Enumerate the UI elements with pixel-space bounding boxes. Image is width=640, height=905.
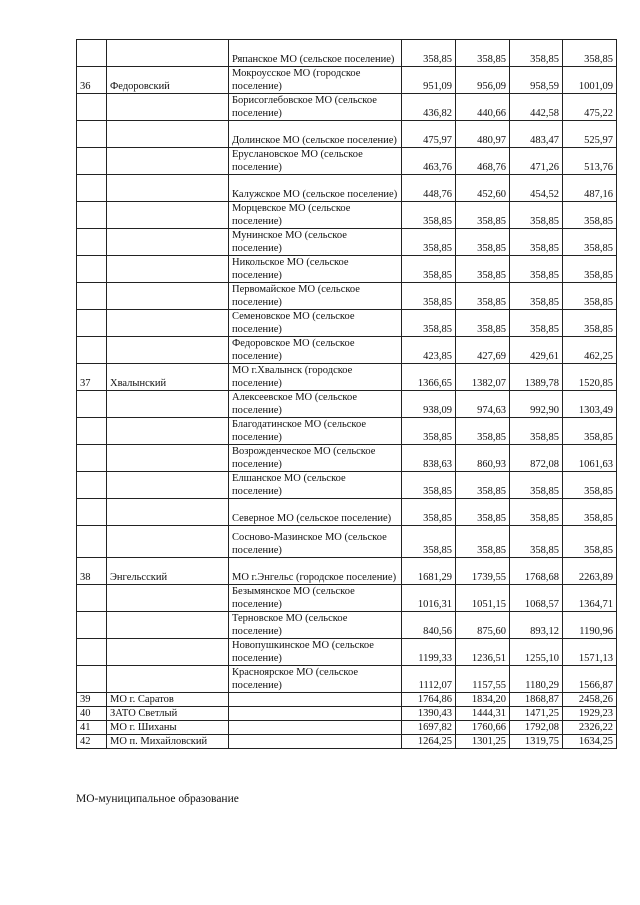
value-cell: 1051,15 xyxy=(456,585,510,612)
table-row xyxy=(77,94,617,121)
value-cell: 1566,87 xyxy=(563,666,617,693)
row-number xyxy=(77,666,107,693)
value-cell: 358,85 xyxy=(402,256,456,283)
value-cell: 358,85 xyxy=(456,472,510,499)
value-cell: 358,85 xyxy=(510,310,563,337)
value-cell: 471,26 xyxy=(510,148,563,175)
value-cell: 958,59 xyxy=(510,67,563,94)
row-number xyxy=(77,391,107,418)
table-row xyxy=(77,666,617,693)
value-cell: 358,85 xyxy=(456,229,510,256)
value-cell: 358,85 xyxy=(456,40,510,67)
value-cell: 463,76 xyxy=(402,148,456,175)
row-number xyxy=(77,229,107,256)
row-number: 41 xyxy=(77,721,107,735)
district-name xyxy=(107,94,229,121)
value-cell: 475,22 xyxy=(563,94,617,121)
row-number xyxy=(77,283,107,310)
value-cell: 358,85 xyxy=(510,229,563,256)
settlement-name: Еруслановское МО (сельское поселение) xyxy=(229,148,402,175)
value-cell: 1760,66 xyxy=(456,721,510,735)
table-row xyxy=(77,202,617,229)
settlement-name: Алексеевское МО (сельское поселение) xyxy=(229,391,402,418)
table-row xyxy=(77,121,617,148)
settlement-name: Новопушкинское МО (сельское поселение) xyxy=(229,639,402,666)
row-number xyxy=(77,40,107,67)
settlement-name: Терновское МО (сельское поселение) xyxy=(229,612,402,639)
value-cell: 429,61 xyxy=(510,337,563,364)
row-number xyxy=(77,256,107,283)
row-number xyxy=(77,94,107,121)
value-cell: 358,85 xyxy=(402,229,456,256)
settlement-name: Мунинское МО (сельское поселение) xyxy=(229,229,402,256)
district-name xyxy=(107,337,229,364)
district-name xyxy=(107,445,229,472)
table-row xyxy=(77,418,617,445)
value-cell: 358,85 xyxy=(456,526,510,558)
value-cell: 358,85 xyxy=(510,40,563,67)
table-row xyxy=(77,148,617,175)
value-cell: 358,85 xyxy=(563,256,617,283)
value-cell: 2326,22 xyxy=(563,721,617,735)
value-cell: 436,82 xyxy=(402,94,456,121)
district-name xyxy=(107,175,229,202)
district-name: МО п. Михайловский xyxy=(107,735,229,749)
value-cell: 475,97 xyxy=(402,121,456,148)
value-cell: 358,85 xyxy=(510,418,563,445)
district-name xyxy=(107,639,229,666)
value-cell: 358,85 xyxy=(402,310,456,337)
district-name xyxy=(107,256,229,283)
settlement-name: Северное МО (сельское поселение) xyxy=(229,499,402,526)
document-page xyxy=(76,39,616,749)
value-cell: 358,85 xyxy=(456,256,510,283)
table-row xyxy=(77,585,617,612)
value-cell: 838,63 xyxy=(402,445,456,472)
district-name: МО г. Шиханы xyxy=(107,721,229,735)
value-cell: 454,52 xyxy=(510,175,563,202)
settlement-name: Мокроусское МО (городское поселение) xyxy=(229,67,402,94)
value-cell: 1364,71 xyxy=(563,585,617,612)
row-number xyxy=(77,337,107,364)
value-cell: 358,85 xyxy=(563,472,617,499)
table-row xyxy=(77,735,617,749)
row-number: 42 xyxy=(77,735,107,749)
value-cell: 358,85 xyxy=(563,418,617,445)
value-cell: 358,85 xyxy=(510,526,563,558)
value-cell: 1303,49 xyxy=(563,391,617,418)
value-cell: 2263,89 xyxy=(563,558,617,585)
table-body xyxy=(77,40,617,749)
value-cell: 358,85 xyxy=(563,202,617,229)
district-name xyxy=(107,121,229,148)
row-number xyxy=(77,202,107,229)
row-number: 40 xyxy=(77,707,107,721)
value-cell: 513,76 xyxy=(563,148,617,175)
value-cell: 427,69 xyxy=(456,337,510,364)
table-row xyxy=(77,526,617,558)
row-number xyxy=(77,526,107,558)
district-name xyxy=(107,40,229,67)
settlement-name xyxy=(229,721,402,735)
value-cell: 358,85 xyxy=(456,283,510,310)
settlement-name: Благодатинское МО (сельское поселение) xyxy=(229,418,402,445)
settlement-name: Красноярское МО (сельское поселение) xyxy=(229,666,402,693)
district-name xyxy=(107,499,229,526)
row-number: 39 xyxy=(77,693,107,707)
settlement-name: Калужское МО (сельское поселение) xyxy=(229,175,402,202)
district-name xyxy=(107,526,229,558)
value-cell: 358,85 xyxy=(563,283,617,310)
value-cell: 1382,07 xyxy=(456,364,510,391)
table-row xyxy=(77,67,617,94)
district-name xyxy=(107,585,229,612)
value-cell: 1634,25 xyxy=(563,735,617,749)
settlement-name: Долинское МО (сельское поселение) xyxy=(229,121,402,148)
value-cell: 358,85 xyxy=(456,310,510,337)
row-number xyxy=(77,445,107,472)
value-cell: 1764,86 xyxy=(402,693,456,707)
settlement-name: Безымянское МО (сельское поселение) xyxy=(229,585,402,612)
value-cell: 358,85 xyxy=(402,472,456,499)
district-name xyxy=(107,418,229,445)
value-cell: 875,60 xyxy=(456,612,510,639)
value-cell: 2458,26 xyxy=(563,693,617,707)
table-row xyxy=(77,558,617,585)
value-cell: 1571,13 xyxy=(563,639,617,666)
table-row xyxy=(77,256,617,283)
value-cell: 956,09 xyxy=(456,67,510,94)
district-name: Федоровский xyxy=(107,67,229,94)
value-cell: 1264,25 xyxy=(402,735,456,749)
settlement-name: Ряпанское МО (сельское поселение) xyxy=(229,40,402,67)
settlement-name xyxy=(229,707,402,721)
row-number xyxy=(77,612,107,639)
table-row xyxy=(77,707,617,721)
district-name xyxy=(107,229,229,256)
value-cell: 951,09 xyxy=(402,67,456,94)
value-cell: 462,25 xyxy=(563,337,617,364)
settlement-name xyxy=(229,693,402,707)
value-cell: 423,85 xyxy=(402,337,456,364)
value-cell: 440,66 xyxy=(456,94,510,121)
value-cell: 1834,20 xyxy=(456,693,510,707)
value-cell: 1681,29 xyxy=(402,558,456,585)
value-cell: 480,97 xyxy=(456,121,510,148)
district-name xyxy=(107,666,229,693)
value-cell: 448,76 xyxy=(402,175,456,202)
row-number: 37 xyxy=(77,364,107,391)
value-cell: 358,85 xyxy=(563,229,617,256)
row-number xyxy=(77,310,107,337)
value-cell: 358,85 xyxy=(402,526,456,558)
table-row xyxy=(77,337,617,364)
settlement-name: Никольское МО (сельское поселение) xyxy=(229,256,402,283)
row-number: 38 xyxy=(77,558,107,585)
value-cell: 483,47 xyxy=(510,121,563,148)
district-name: Энгельсский xyxy=(107,558,229,585)
value-cell: 1471,25 xyxy=(510,707,563,721)
value-cell: 893,12 xyxy=(510,612,563,639)
value-cell: 358,85 xyxy=(402,202,456,229)
value-cell: 468,76 xyxy=(456,148,510,175)
table-row xyxy=(77,175,617,202)
value-cell: 358,85 xyxy=(510,256,563,283)
row-number xyxy=(77,148,107,175)
district-name xyxy=(107,310,229,337)
district-name: МО г. Саратов xyxy=(107,693,229,707)
value-cell: 860,93 xyxy=(456,445,510,472)
settlement-name: Морцевское МО (сельское поселение) xyxy=(229,202,402,229)
settlement-name: Возрожденческое МО (сельское поселение) xyxy=(229,445,402,472)
row-number xyxy=(77,585,107,612)
value-cell: 358,85 xyxy=(402,499,456,526)
table-row xyxy=(77,693,617,707)
value-cell: 1697,82 xyxy=(402,721,456,735)
value-cell: 1190,96 xyxy=(563,612,617,639)
value-cell: 358,85 xyxy=(456,418,510,445)
value-cell: 1157,55 xyxy=(456,666,510,693)
value-cell: 1001,09 xyxy=(563,67,617,94)
value-cell: 358,85 xyxy=(563,499,617,526)
row-number xyxy=(77,121,107,148)
settlement-name: Сосново-Мазинское МО (сельское поселение) xyxy=(229,526,402,558)
district-name xyxy=(107,202,229,229)
value-cell: 840,56 xyxy=(402,612,456,639)
value-cell: 358,85 xyxy=(563,310,617,337)
value-cell: 974,63 xyxy=(456,391,510,418)
value-cell: 1389,78 xyxy=(510,364,563,391)
district-name xyxy=(107,612,229,639)
row-number: 36 xyxy=(77,67,107,94)
value-cell: 1868,87 xyxy=(510,693,563,707)
value-cell: 1929,23 xyxy=(563,707,617,721)
table-row xyxy=(77,472,617,499)
value-cell: 1366,65 xyxy=(402,364,456,391)
value-cell: 1112,07 xyxy=(402,666,456,693)
value-cell: 487,16 xyxy=(563,175,617,202)
table-row xyxy=(77,364,617,391)
table-row xyxy=(77,721,617,735)
settlement-name: МО г.Энгельс (городское поселение) xyxy=(229,558,402,585)
table-row xyxy=(77,391,617,418)
value-cell: 1520,85 xyxy=(563,364,617,391)
value-cell: 1319,75 xyxy=(510,735,563,749)
settlement-name: Борисоглебовское МО (сельское поселение) xyxy=(229,94,402,121)
settlement-name: Федоровское МО (сельское поселение) xyxy=(229,337,402,364)
value-cell: 1068,57 xyxy=(510,585,563,612)
district-name xyxy=(107,148,229,175)
table-row xyxy=(77,612,617,639)
value-cell: 358,85 xyxy=(402,40,456,67)
value-cell: 358,85 xyxy=(510,202,563,229)
value-cell: 938,09 xyxy=(402,391,456,418)
row-number xyxy=(77,175,107,202)
row-number xyxy=(77,639,107,666)
row-number xyxy=(77,499,107,526)
table-row xyxy=(77,499,617,526)
table-row xyxy=(77,445,617,472)
value-cell: 358,85 xyxy=(456,499,510,526)
value-cell: 992,90 xyxy=(510,391,563,418)
value-cell: 1061,63 xyxy=(563,445,617,472)
settlement-name: Первомайское МО (сельское поселение) xyxy=(229,283,402,310)
row-number xyxy=(77,418,107,445)
value-cell: 358,85 xyxy=(402,418,456,445)
value-cell: 442,58 xyxy=(510,94,563,121)
table-row xyxy=(77,229,617,256)
value-cell: 358,85 xyxy=(510,472,563,499)
settlement-name xyxy=(229,735,402,749)
settlement-name: Елшанское МО (сельское поселение) xyxy=(229,472,402,499)
table-row xyxy=(77,310,617,337)
value-cell: 1444,31 xyxy=(456,707,510,721)
value-cell: 358,85 xyxy=(402,283,456,310)
district-name: ЗАТО Светлый xyxy=(107,707,229,721)
value-cell: 1792,08 xyxy=(510,721,563,735)
value-cell: 1236,51 xyxy=(456,639,510,666)
table-row xyxy=(77,639,617,666)
value-cell: 1768,68 xyxy=(510,558,563,585)
row-number xyxy=(77,472,107,499)
value-cell: 358,85 xyxy=(510,499,563,526)
value-cell: 872,08 xyxy=(510,445,563,472)
value-cell: 1301,25 xyxy=(456,735,510,749)
district-name xyxy=(107,472,229,499)
value-cell: 358,85 xyxy=(563,40,617,67)
settlement-name: Семеновское МО (сельское поселение) xyxy=(229,310,402,337)
district-name xyxy=(107,283,229,310)
district-name: Хвалынский xyxy=(107,364,229,391)
settlement-name: МО г.Хвалынск (городское поселение) xyxy=(229,364,402,391)
value-cell: 358,85 xyxy=(563,526,617,558)
value-cell: 1199,33 xyxy=(402,639,456,666)
value-cell: 358,85 xyxy=(510,283,563,310)
table-row xyxy=(77,40,617,67)
value-cell: 1180,29 xyxy=(510,666,563,693)
value-cell: 1390,43 xyxy=(402,707,456,721)
value-cell: 1016,31 xyxy=(402,585,456,612)
value-cell: 1739,55 xyxy=(456,558,510,585)
table-row xyxy=(77,283,617,310)
footnote: МО-муниципальное образование xyxy=(76,793,239,805)
value-cell: 358,85 xyxy=(456,202,510,229)
value-cell: 525,97 xyxy=(563,121,617,148)
value-cell: 452,60 xyxy=(456,175,510,202)
value-cell: 1255,10 xyxy=(510,639,563,666)
district-name xyxy=(107,391,229,418)
tariff-table xyxy=(76,39,617,749)
